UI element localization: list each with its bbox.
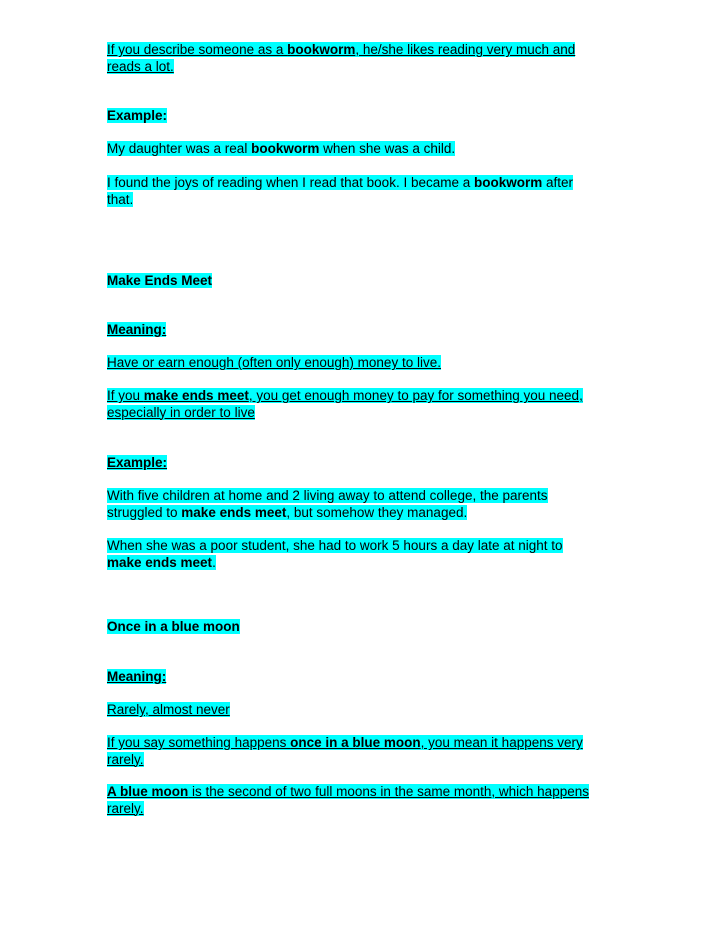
- text-run: , but somehow they managed.: [286, 504, 468, 520]
- text-run: With five children at home and 2 living away to attend college, the parents: [107, 488, 548, 503]
- bold-term: A blue moon: [107, 784, 189, 799]
- blue-moon-heading-text: [107, 619, 240, 634]
- blue-moon-meaning-label: [107, 669, 622, 686]
- make-ends-meet-example-2-text: [107, 538, 563, 570]
- blue-moon-heading: [107, 619, 622, 636]
- make-ends-meet-meaning-1-text: [107, 355, 441, 370]
- bookworm-example-2: [107, 175, 622, 208]
- text-run: If you say something happens: [107, 735, 291, 750]
- blue-moon-meaning-3: [107, 784, 622, 817]
- blue-moon-meaning-label-text: [107, 669, 166, 684]
- text-run: I found the joys of reading when I read that book. I became a: [107, 175, 474, 190]
- make-ends-meet-meaning-1: [107, 355, 622, 372]
- bold-term: bookworm: [287, 42, 356, 57]
- bookworm-example-1: [107, 141, 622, 158]
- bold-term: bookworm: [474, 175, 543, 190]
- bookworm-definition: [107, 42, 622, 75]
- bold-term: Make Ends Meet: [107, 273, 213, 288]
- bold-term: Once in a blue moon: [107, 619, 240, 634]
- bold-term: Meaning:: [107, 669, 167, 684]
- text-run: reads a lot.: [107, 58, 174, 74]
- text-run: .: [212, 554, 216, 570]
- text-run: after: [542, 175, 574, 190]
- text-run: My daughter was a real: [107, 141, 252, 156]
- text-run: especially in order to live: [107, 404, 255, 420]
- bookworm-example-label-text: [107, 108, 167, 123]
- bold-term: make ends meet: [181, 504, 287, 520]
- make-ends-meet-example-2: [107, 538, 622, 571]
- blue-moon-meaning-1-text: [107, 702, 230, 717]
- bold-term: Meaning:: [107, 322, 167, 337]
- make-ends-meet-example-1-text: [107, 488, 548, 520]
- blue-moon-meaning-2-text: [107, 735, 583, 767]
- text-run: , you get enough money to pay for something you need,: [248, 388, 583, 403]
- text-run: is the second of two full moons in the same month, which happens: [188, 784, 589, 799]
- text-run: rarely.: [107, 800, 144, 816]
- text-run: , he/she likes reading very much and: [355, 42, 576, 57]
- bold-term: once in a blue moon: [290, 735, 421, 750]
- make-ends-meet-example-label-text: [107, 455, 167, 470]
- bookworm-example-label: [107, 108, 622, 125]
- bold-term: bookworm: [251, 141, 320, 156]
- bookworm-example-1-text: [107, 141, 455, 156]
- blue-moon-meaning-3-text: [107, 784, 589, 816]
- bold-term: Example:: [107, 455, 168, 470]
- bookworm-example-2-text: [107, 175, 573, 207]
- make-ends-meet-meaning-2: [107, 388, 622, 421]
- text-run: that.: [107, 191, 134, 207]
- text-run: Have or earn enough (often only enough) money to live.: [107, 355, 441, 370]
- bold-term: make ends meet: [143, 388, 249, 403]
- make-ends-meet-example-1: [107, 488, 622, 521]
- make-ends-meet-example-label: [107, 455, 622, 472]
- make-ends-meet-meaning-label: [107, 322, 622, 339]
- bold-term: Example:: [107, 108, 168, 123]
- make-ends-meet-heading-text: [107, 273, 212, 288]
- text-run: If you describe someone as a: [107, 42, 288, 57]
- text-run: Rarely, almost never: [107, 702, 230, 717]
- text-run: If you: [107, 388, 144, 403]
- text-run: rarely.: [107, 751, 144, 767]
- make-ends-meet-meaning-2-text: [107, 388, 583, 420]
- blue-moon-meaning-1: [107, 702, 622, 719]
- blue-moon-meaning-2: [107, 735, 622, 768]
- bookworm-definition-text: [107, 42, 575, 74]
- text-run: struggled to: [107, 504, 182, 520]
- bold-term: make ends meet: [107, 554, 213, 570]
- text-run: When she was a poor student, she had to work 5 hours a day late at night to: [107, 538, 563, 553]
- make-ends-meet-heading: [107, 273, 622, 290]
- text-run: when she was a child.: [319, 141, 456, 156]
- text-run: , you mean it happens very: [420, 735, 583, 750]
- make-ends-meet-meaning-label-text: [107, 322, 166, 337]
